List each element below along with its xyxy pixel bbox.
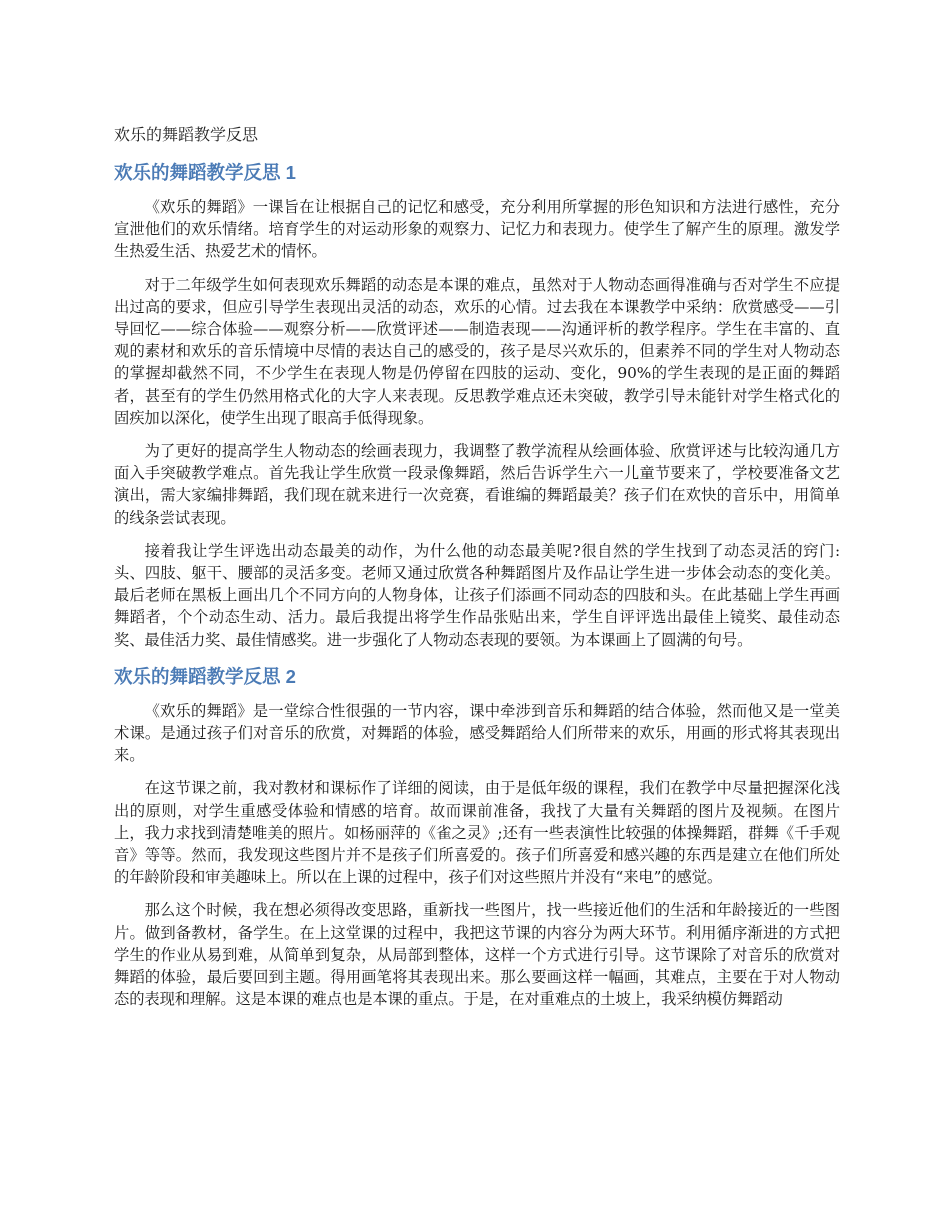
section-1 — [114, 158, 840, 651]
paragraph: 对于二年级学生如何表现欢乐舞蹈的动态是本课的难点，虽然对于人物动态画得准确与否对学生不应提出过高的要求，但应引导学生表现出灵活的动态，欢乐的心情。过去我在本课教学中采纳：欣赏感受——引导回忆——综合体验——观察分析——欣赏评述——制造表现——沟通评析的教学程序。学生在丰富的、直观的素材和欢乐的音乐情境中尽情的表达自己的感受的，孩子是尽兴欢乐的，但素养不同的学生对人物动态的掌握却截然不同，不少学生在表现人物是仍停留在四肢的运动、变化，90%的学生表现的是正面的舞蹈者，甚至有的学生仍然用格式化的大字人来表现。反思教学难点还未突破，教学引导未能针对学生格式化的固疾加以深化，使学生出现了眼高手低得现象。 — [114, 275, 840, 427]
section-2 — [114, 662, 840, 1011]
paragraph: 那么这个时候，我在想必须得改变思路，重新找一些图片，找一些接近他们的生活和年龄接近的一些图片。做到备教材，备学生。在上这堂课的过程中，我把这节课的内容分为两大环节。利用循序渐进的方式把学生的作业从易到难，从简单到复杂，从局部到整体，这样一个方式进行引导。这节课除了对音乐的欣赏对舞蹈的体验，最后要回到主题。得用画笔将其表现出来。那么要画这样一幅画，其难点，主要在于对人物动态的表现和理解。这是本课的难点也是本课的重点。于是，在对重难点的土坡上，我采纳模仿舞蹈动 — [114, 901, 840, 1009]
paragraph: 《欢乐的舞蹈》是一堂综合性很强的一节内容，课中牵涉到音乐和舞蹈的结合体验，然而他又是一堂美术课。是通过孩子们对音乐的欣赏，对舞蹈的体验，感受舞蹈给人们所带来的欢乐，用画的形式将其表现出来。 — [114, 701, 840, 765]
document-title: 欢乐的舞蹈教学反思 — [114, 125, 259, 144]
paragraph: 为了更好的提高学生人物动态的绘画表现力，我调整了教学流程从绘画体验、欣赏评述与比较沟通几方面入手突破教学难点。首先我让学生欣赏一段录像舞蹈，然后告诉学生六一儿童节要来了，学校要准备文艺演出，需大家编排舞蹈，我们现在就来进行一次竞赛，看谁编的舞蹈最美？孩子们在欢快的音乐中，用简单的线条尝试表现。 — [114, 442, 840, 527]
document-page — [114, 122, 840, 1022]
paragraph: 在这节课之前，我对教材和课标作了详细的阅读，由于是低年级的课程，我们在教学中尽量把握深化浅出的原则，对学生重感受体验和情感的培育。故而课前准备，我找了大量有关舞蹈的图片及视频。在图片上，我力求找到清楚唯美的照片。如杨丽萍的《雀之灵》;还有一些表演性比较强的体操舞蹈，群舞《千手观音》等等。然而，我发现这些图片并不是孩子们所喜爱的。孩子们所喜爱和感兴趣的东西是建立在他们所处的年龄阶段和审美趣味上。所以在上课的过程中，孩子们对这些照片并没有“来电”的感觉。 — [114, 779, 840, 887]
paragraph: 接着我让学生评选出动态最美的动作，为什么他的动态最美呢?很自然的学生找到了动态灵活的窍门:头、四肢、躯干、腰部的灵活多变。老师又通过欣赏各种舞蹈图片及作品让学生进一步体会动态的变化美。最后老师在黑板上画出几个不同方向的人物身体，让孩子们添画不同动态的四肢和头。在此基础上学生再画舞蹈者，个个动态生动、活力。最后我提出将学生作品张贴出来，学生自评评选出最佳上镜奖、最佳动态奖、最佳活力奖、最佳情感奖。进一步强化了人物动态表现的要领。为本课画上了圆满的句号。 — [114, 541, 840, 649]
section-heading: 欢乐的舞蹈教学反思 1 — [114, 162, 296, 183]
paragraph: 《欢乐的舞蹈》一课旨在让根据自己的记忆和感受，充分利用所掌握的形色知识和方法进行感性，充分宣泄他们的欢乐情绪。培育学生的对运动形象的观察力、记忆力和表现力。使学生了解产生的原理。激发学生热爱生活、热爱艺术的情怀。 — [114, 198, 840, 261]
section-heading: 欢乐的舞蹈教学反思 2 — [114, 665, 296, 687]
